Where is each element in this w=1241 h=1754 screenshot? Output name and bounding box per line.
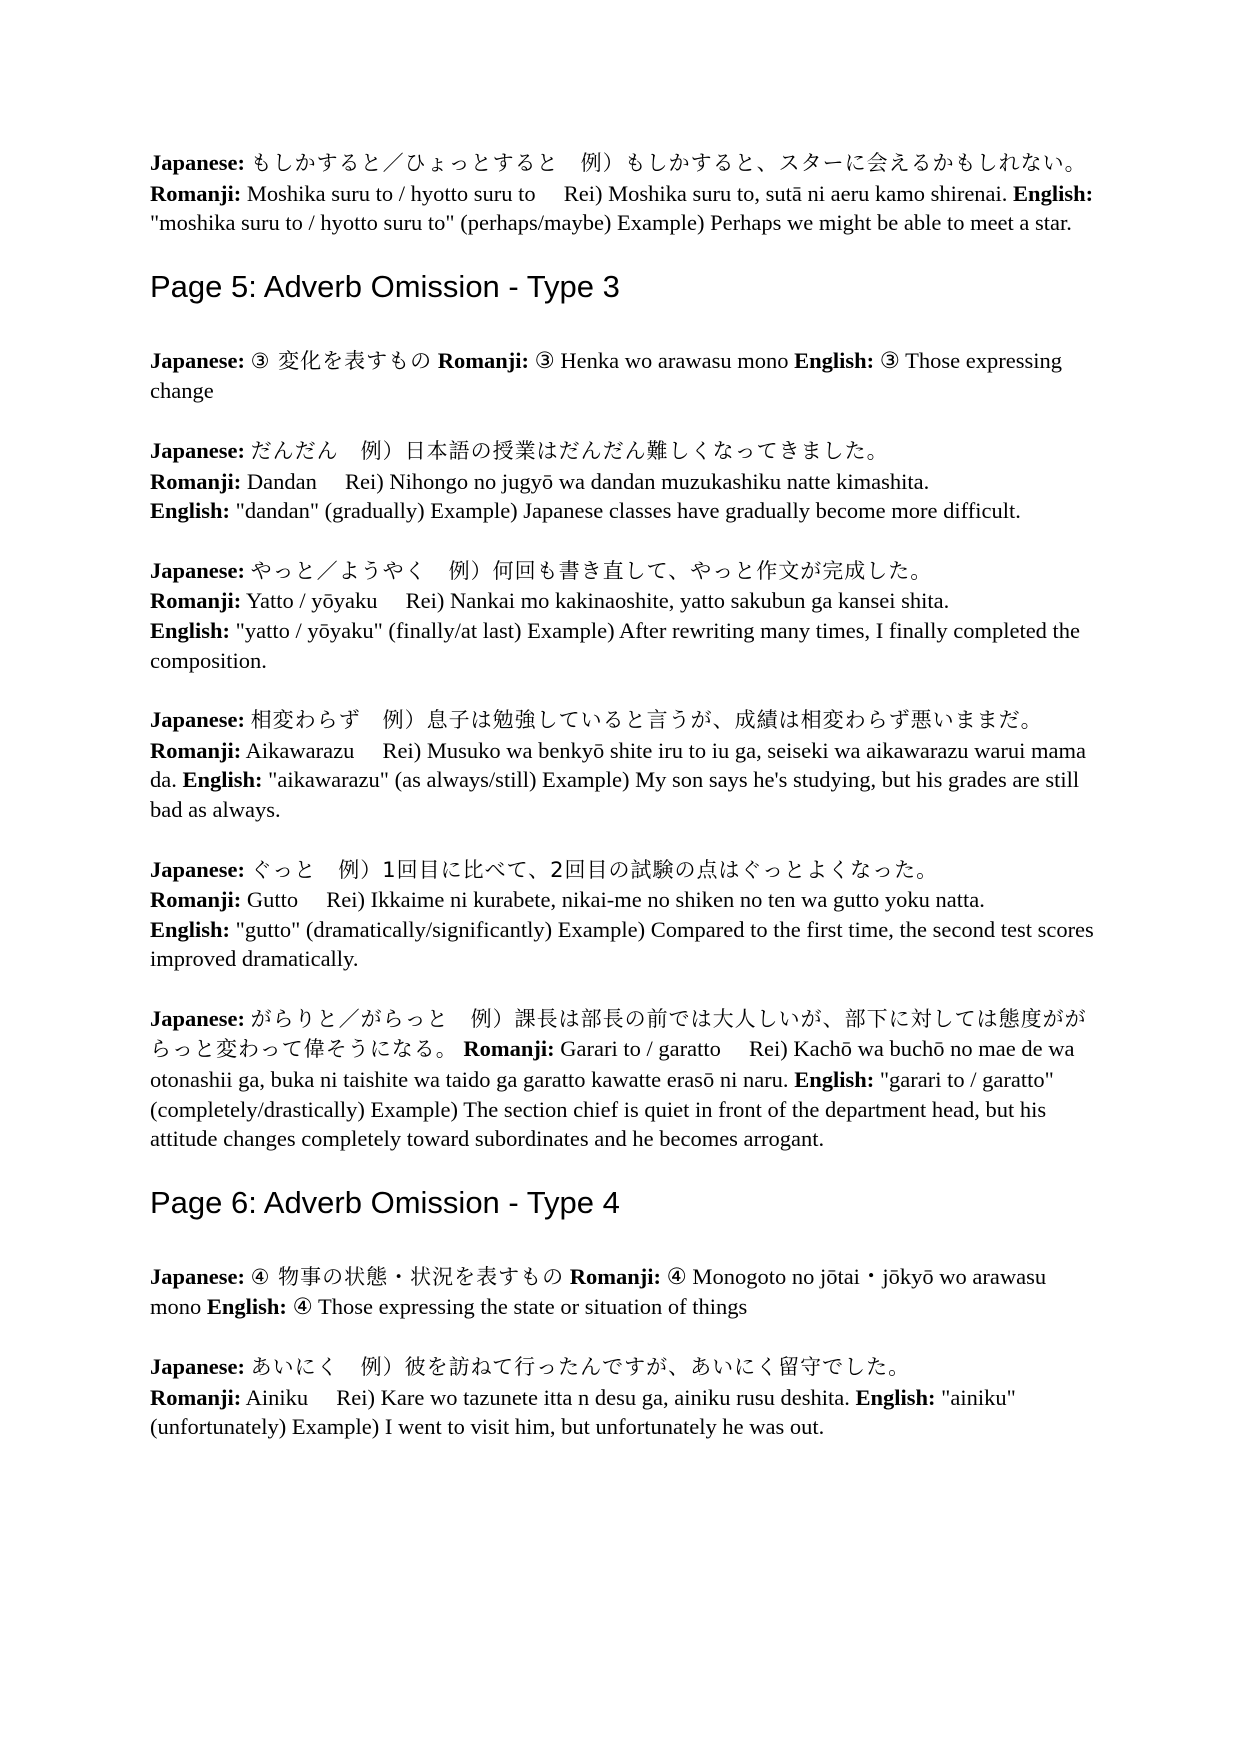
- romanji-label: Romanji:: [150, 1384, 242, 1410]
- entry-dandan: [150, 436, 1098, 526]
- english-text: ④ Those expressing the state or situation of things: [292, 1294, 748, 1320]
- japanese-label: Japanese:: [150, 557, 245, 583]
- romanji-text: Aikawarazu Rei) Musuko wa benkyō shite iru to iu ga, seiseki wa aikawarazu warui mama da.: [150, 737, 1087, 793]
- english-label: English:: [182, 767, 263, 793]
- romanji-text: Ainiku Rei) Kare wo tazunete itta n desu ga, ainiku rusu deshita.: [245, 1384, 850, 1410]
- entry-monogoto: [150, 1262, 1098, 1322]
- romanji-text: ③ Henka wo arawasu mono: [534, 347, 789, 373]
- document-page: [150, 148, 1098, 1472]
- entry-moshika: [150, 148, 1098, 238]
- english-text: "ainiku" (unfortunately) Example) I went to visit him, but unfortunately he was out.: [150, 1384, 1016, 1440]
- japanese-text: ぐっと 例）1回目に比べて、2回目の試験の点はぐっとよくなった。: [250, 857, 939, 882]
- entry-henka: [150, 346, 1098, 406]
- japanese-label: Japanese:: [150, 437, 245, 463]
- english-label: English:: [150, 916, 231, 942]
- entry-yatto: [150, 556, 1098, 675]
- romanji-label: Romanji:: [437, 347, 530, 373]
- english-text: "dandan" (gradually) Example) Japanese classes have gradually become more difficult.: [235, 498, 1021, 524]
- english-text: "garari to / garatto" (completely/drastically) Example) The section chief is quiet in front of the department head, but his attitude changes completely toward subordinates and he becomes arrogant.: [150, 1067, 1054, 1152]
- romanji-label: Romanji:: [569, 1263, 662, 1289]
- romanji-text: Gutto Rei) Ikkaime ni kurabete, nikai-me no shiken no ten wa gutto yoku natta.: [246, 887, 985, 913]
- japanese-label: Japanese:: [150, 707, 245, 733]
- romanji-text: Garari to / garatto Rei) Kachō wa buchō no mae de wa otonashii ga, buka ni taishite wa taido ga garatto kawatte erasō ni naru.: [150, 1036, 1075, 1093]
- japanese-text: あいにく 例）彼を訪ねて行ったんですが、あいにく留守でした。: [250, 1355, 911, 1380]
- english-label: English:: [1013, 180, 1094, 206]
- english-text: ③ Those expressing change: [150, 347, 1063, 404]
- romanji-label: Romanji:: [150, 588, 242, 614]
- english-text: "moshika suru to / hyotto suru to" (perhaps/maybe) Example) Perhaps we might be able to meet a star.: [150, 210, 1072, 236]
- japanese-text: 相変わらず 例）息子は勉強していると言うが、成績は相変わらず悪いままだ。: [250, 708, 1043, 733]
- romanji-label: Romanji:: [150, 468, 242, 494]
- japanese-label: Japanese:: [150, 1005, 245, 1031]
- japanese-text: ③ 変化を表すもの: [250, 348, 433, 373]
- japanese-label: Japanese:: [150, 150, 245, 175]
- romanji-label: Romanji:: [463, 1036, 555, 1062]
- romanji-text: ④ Monogoto no jōtai・jōkyō wo arawasu mono: [150, 1263, 1047, 1320]
- japanese-text: ④ 物事の状態・状況を表すもの: [250, 1264, 565, 1289]
- romanji-text: Yatto / yōyaku Rei) Nankai mo kakinaoshite, yatto sakubun ga kansei shita.: [246, 588, 950, 614]
- japanese-text: だんだん 例）日本語の授業はだんだん難しくなってきました。: [250, 438, 889, 463]
- japanese-text: がらりと／がらっと 例）課長は部長の前では大人しいが、部下に対しては態度ががらっと変わって偉そうになる。: [150, 1006, 1087, 1062]
- english-text: "aikawarazu" (as always/still) Example) My son says he's studying, but his grades are still bad as always.: [150, 767, 1080, 822]
- entry-aikawarazu: [150, 705, 1098, 824]
- japanese-label: Japanese:: [150, 1263, 245, 1289]
- entry-garari: [150, 1004, 1098, 1154]
- section-heading-page-6: Page 6: Adverb Omission - Type 4: [150, 1184, 620, 1220]
- japanese-label: Japanese:: [150, 1354, 245, 1380]
- romanji-label: Romanji:: [150, 887, 242, 913]
- english-label: English:: [794, 347, 875, 373]
- entry-gutto: [150, 855, 1098, 974]
- japanese-label: Japanese:: [150, 347, 245, 373]
- japanese-text: もしかすると／ひょっとすると 例）もしかすると、スターに会えるかもしれない。: [250, 151, 1087, 175]
- romanji-label: Romanji:: [150, 180, 242, 206]
- japanese-text: やっと／ようやく 例）何回も書き直して、やっと作文が完成した。: [250, 558, 933, 583]
- english-label: English:: [206, 1294, 287, 1320]
- section-heading-page-5: Page 5: Adverb Omission - Type 3: [150, 268, 620, 304]
- english-label: English:: [794, 1067, 875, 1093]
- romanji-text: Dandan Rei) Nihongo no jugyō wa dandan muzukashiku natte kimashita.: [246, 468, 930, 494]
- entry-ainiku: [150, 1352, 1098, 1442]
- english-label: English:: [150, 498, 231, 524]
- romanji-label: Romanji:: [150, 737, 242, 763]
- english-label: English:: [150, 617, 231, 643]
- english-text: "yatto / yōyaku" (finally/at last) Example) After rewriting many times, I finally completed the composition.: [150, 617, 1081, 673]
- japanese-label: Japanese:: [150, 856, 245, 882]
- english-text: "gutto" (dramatically/significantly) Example) Compared to the first time, the second test scores improved dramatically.: [150, 916, 1094, 972]
- english-label: English:: [855, 1384, 936, 1410]
- romanji-text: Moshika suru to / hyotto suru to Rei) Moshika suru to, sutā ni aeru kamo shirenai.: [246, 180, 1008, 206]
